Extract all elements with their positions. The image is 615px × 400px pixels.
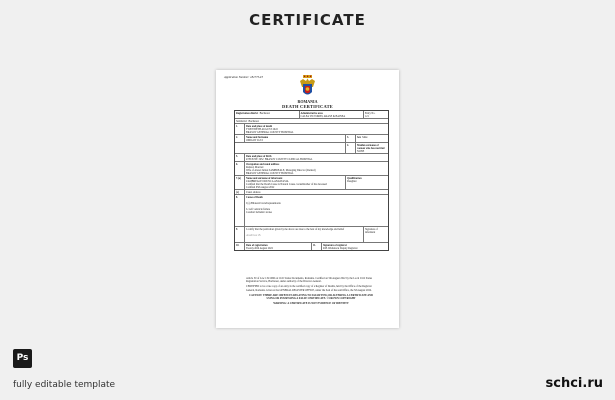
field-row-10: 10. Date of registration Twenty-fifth August 2022 11. Signature of registrar R.B. Rădulescu Deputy Registrar xyxy=(236,243,358,250)
birth-label: Date and place of birth xyxy=(246,154,272,158)
caution-text: CAUTION: THERE ARE OFFENCES RELATING TO FALSIFYING OR ALTERING A CERTIFICATE AND USING OR POSSESSING A FALSE CERTIFICATE. ©CROWN COPYRIGHT xyxy=(249,293,373,301)
registration-date-label: Date of registration xyxy=(246,243,268,247)
informant-value: ZAMBREALE DOUNCA ANASTASIA xyxy=(246,179,289,183)
entry-no-value: 121 xyxy=(365,114,369,118)
maiden-name-label: Maiden surname of woman who has married xyxy=(357,143,385,150)
registration-row xyxy=(235,111,388,119)
site-watermark: schci.ru xyxy=(545,376,603,391)
qualification-value: Daughter xyxy=(347,179,357,183)
template-note: fully editable template xyxy=(13,380,116,390)
certificate-preview xyxy=(216,70,399,328)
subdistrict-label: Administrative area xyxy=(300,111,323,115)
field-row-5: 5. Date and place of birth 4TH JUNE 1952 BRASOV COUNTY CLINICAL HOSPITAL xyxy=(235,154,388,162)
registration-date-value: Twenty-fifth August 2022 xyxy=(246,246,273,250)
birth-date-value: 4TH JUNE 1952 xyxy=(246,157,264,161)
field-row-6: 6. Occupation and usual address Retired, Married Wife of Alexei Iulian ZAMBREALE, Managing Director (Retired) BRASOV GENERAL COUNTY HOSPITAL xyxy=(235,162,388,176)
field-row-7c: (c) Usual address xyxy=(235,190,388,195)
certify-text: I certify that the particulars given by me above are true to the best of my knowledge and belief xyxy=(246,227,345,231)
maiden-name-value: NONE xyxy=(357,149,365,153)
informant-date: Certified 05th August 2022 xyxy=(246,185,275,189)
informant-note: Certified that the Death Cause is Natural Cause. Grandmother of the deceased xyxy=(246,182,327,186)
page-title: CERTIFICATE xyxy=(249,11,366,29)
subdistrict-value: CALEA VICTORIEI, ARASE & BAINEA xyxy=(300,114,346,118)
certificate-title: DEATH CERTIFICATE xyxy=(282,104,333,109)
occupation-value-2: Wife of Alexei Iulian ZAMBREALE, Managing Director (Retired) xyxy=(246,168,316,172)
informant-label: Name and surname of informant xyxy=(246,176,283,180)
subdistrict2-label: Subdistrict xyxy=(236,119,248,123)
birth-place-value: BRASOV COUNTY CLINICAL HOSPITAL xyxy=(264,157,313,161)
field-row-8: 8. Cause of Death I (a) Bilateral bronchopneumonia b. Left ventricle failure Cerebral Ischemic stroke xyxy=(235,195,388,227)
photoshop-icon: Ps xyxy=(13,349,32,368)
coat-of-arms-icon xyxy=(300,75,315,97)
sex-label: Sex xyxy=(357,135,361,139)
death-date-label: Date and place of death xyxy=(246,124,273,128)
name-value: OMIGOT LUCI xyxy=(246,138,264,142)
occupation-label: Occupation and usual address xyxy=(246,162,280,166)
certificate-notes xyxy=(246,277,376,307)
cause-value-1: I (a) Bilateral bronchopneumonia xyxy=(246,201,281,205)
field-row-7a: 7.(a) Name and surname of informant ZAMBREALE DOUNCA ANASTASIA Certified that the Death Cause is Natural Cause. Grandmother of the deceased Certified 05th August 2022 Qualification Daughter xyxy=(235,176,388,190)
signature-role: Signature of informant xyxy=(365,227,378,234)
note-paragraph-1: Article 30 of Law 119/1996 on Civil Status Documents, Romania. Certified on 5th August 2022 by the Local Civil Status Registration Service, Bucharest, under authority of the Director-General. xyxy=(246,277,373,284)
cause-value-2: b. Left ventricle failure xyxy=(246,207,271,211)
field-row-9: 9. I certify that the particulars given by me above are true to the best of my knowledge and belief Andreea B. Signature of informant xyxy=(235,227,388,243)
sex-value: Male xyxy=(362,135,368,139)
registration-district-label: Registration district xyxy=(236,111,259,115)
usual-address-label: Usual address xyxy=(246,190,261,194)
country-heading: ROMANIA xyxy=(297,99,318,104)
registration-district-value: Bucharest xyxy=(259,111,270,115)
name-label: Name and Surname xyxy=(246,135,269,139)
note-paragraph-2: CERTIFIED to be a true copy of an entry in the certified copy of a Register of Deaths, held by the Office of the Registrar General, Romania. Given at the GENERAL REGISTER OFFICE, under the Seal of the said Office, the 5th August 2022. xyxy=(246,285,372,292)
registrar-signature-value: R.B. Rădulescu Deputy Registrar xyxy=(323,246,358,250)
informant-signature: Andreea B. xyxy=(246,232,262,237)
cause-of-death-label: Cause of Death xyxy=(246,195,263,199)
field-row-2: 2. Name and Surname OMIGOT LUCI 3. Sex Male xyxy=(235,135,388,143)
field-row-1: 1. Date and place of death TWENTIETH AUGUST 2022 BRASOV GENERAL COUNTY HOSPITAL xyxy=(235,124,388,135)
entry-no-label: Entry No. xyxy=(365,111,376,115)
occupation-value-3: BRASOV GENERAL COUNTY HOSPITAL xyxy=(246,171,294,175)
registrar-signature-label: Signature of registrar xyxy=(323,243,347,247)
qualification-label: Qualification xyxy=(347,176,362,180)
death-date-value: TWENTIETH AUGUST 2022 xyxy=(246,127,278,131)
warning-text: WARNING: A CERTIFICATE IS NOT EVIDENCE OF IDENTITY xyxy=(273,302,349,306)
certificate-form xyxy=(234,110,389,251)
subdistrict2-value: Bucharest xyxy=(248,119,259,123)
field-row-4: 4. Maiden surname of woman who has married NONE xyxy=(235,143,388,154)
application-number: Application Number: 1827754/3 xyxy=(224,75,263,79)
death-place-value: BRASOV GENERAL COUNTY HOSPITAL xyxy=(246,130,294,134)
occupation-value-1: Retired, Married xyxy=(246,165,264,169)
cause-value-3: Cerebral Ischemic stroke xyxy=(246,210,272,214)
